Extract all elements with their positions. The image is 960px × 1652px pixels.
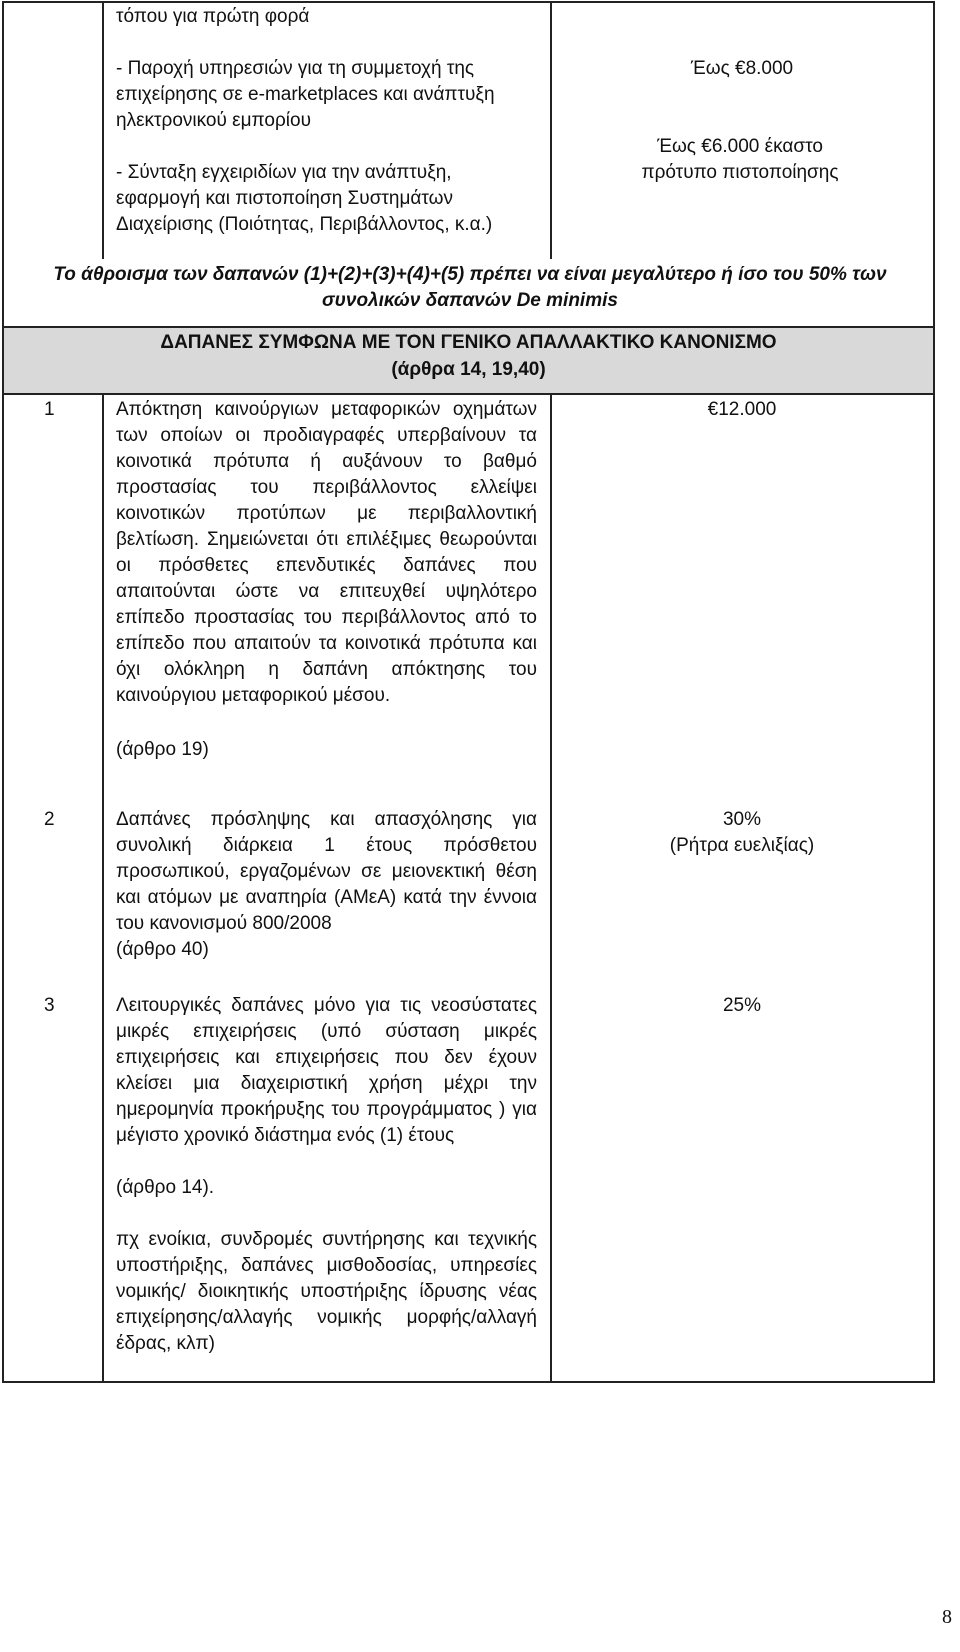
table-border-bottom bbox=[2, 1381, 935, 1383]
marketplace-item: - Παροχή υπηρεσιών για τη συμμετοχή της επιχείρησης σε e-marketplaces και ανάπτυξη ηλεκτρονικού εμπορίου bbox=[116, 58, 495, 131]
table-border-right bbox=[933, 1, 935, 1383]
row-article: (άρθρο 40) bbox=[116, 939, 209, 960]
row-description: Λειτουργικές δαπάνες μόνο για τις νεοσύστατες μικρές επιχειρήσεις (υπό σύσταση μικρές επιχειρήσεις και επιχειρήσεις που δεν έχουν κλείσει μια διαχειριστική χρήση μέχρι την ημερομηνία προκήρυξης του προγράμματος ) για μέγιστο χρονικό διάστημα ενός (1) έτους bbox=[116, 995, 537, 1146]
table-border-left bbox=[2, 1, 4, 1383]
row-number: 3 bbox=[44, 995, 55, 1016]
row-description: Απόκτηση καινούργιων μεταφορικών οχημάτων των οποίων οι προδιαγραφές υπερβαίνουν τα κοινοτικά πρότυπα ή αυξάνουν το βαθμό προστασίας του περιβάλλοντος ελλείψει κοινοτικών προτύπων με περιβαλλοντική βελτίωση. Σημειώνεται ότι επιλέξιμες θεωρούνται οι πρόσθετες επενδυτικές δαπάνες που απαιτούνται ώστε να επιτευχθεί υψηλότερο επίπεδο προστασίας του περιβάλλοντος από το επίπεδο που απαιτούν τα κοινοτικά πρότυπα και όχι ολόκληρη η δαπάνη απόκτησης του καινούργιου μεταφορικού μέσου. bbox=[116, 399, 537, 706]
deminimis-note: Το άθροισμα των δαπανών (1)+(2)+(3)+(4)+(5) πρέπει να είναι μεγαλύτερο ή ίσο του 50% των συνολικών δαπανών De minimis bbox=[53, 264, 887, 311]
column-divider bbox=[550, 1, 552, 259]
row-article: (άρθρο 19) bbox=[116, 739, 209, 760]
section-subtitle: (άρθρα 14, 19,40) bbox=[391, 359, 546, 380]
row-extra-note: πχ ενοίκια, συνδρομές συντήρησης και τεχνικής υποστήριξης, δαπάνες μισθοδοσίας, υπηρεσίες νομικής/ διοικητικής υποστήριξης ίδρυσης νέας επιχείρησης/αλλαγής νομικής μορφής/αλλαγή έδρας, κλπ) bbox=[116, 1229, 537, 1354]
row-amount: €12.000 bbox=[707, 399, 777, 420]
column-divider bbox=[102, 1, 104, 259]
manuals-amount: Έως €6.000 έκαστο πρότυπο πιστοποίησης bbox=[641, 136, 839, 183]
table-rule bbox=[2, 326, 935, 328]
section-title: ΔΑΠΑΝΕΣ ΣΥΜΦΩΝΑ ΜΕ ΤΟΝ ΓΕΝΙΚΟ ΑΠΑΛΛΑΚΤΙΚΟ ΚΑΝΟΝΙΣΜΟ bbox=[160, 332, 777, 353]
row-amount: 25% bbox=[722, 995, 762, 1016]
row-amount: 30% bbox=[722, 809, 762, 830]
table-rule bbox=[2, 393, 935, 395]
page-number: 8 bbox=[942, 1606, 952, 1628]
manuals-item: - Σύνταξη εγχειριδίων για την ανάπτυξη, εφαρμογή και πιστοποίηση Συστημάτων Διαχείρισης (Ποιότητας, Περιβάλλοντος, κ.α.) bbox=[116, 162, 493, 235]
intro-tail-text: τόπου για πρώτη φορά bbox=[116, 6, 310, 27]
row-description: Δαπάνες πρόσληψης και απασχόλησης για συνολική διάρκεια 1 έτους πρόσθετου προσωπικού, εργαζομένων σε μειονεκτική θέση και ατόμων με αναπηρία (ΑΜεΑ) κατά την έννοια του κανονισμού 800/2008 bbox=[116, 809, 537, 934]
marketplace-amount: Έως €8.000 bbox=[690, 58, 794, 79]
column-divider bbox=[550, 393, 552, 1382]
row-number: 1 bbox=[44, 399, 55, 420]
table-border-top bbox=[2, 1, 935, 3]
row-article: (άρθρο 14). bbox=[116, 1177, 215, 1198]
row-amount-note: (Ρήτρα ευελιξίας) bbox=[669, 835, 815, 856]
column-divider bbox=[102, 393, 104, 1382]
row-number: 2 bbox=[44, 809, 55, 830]
